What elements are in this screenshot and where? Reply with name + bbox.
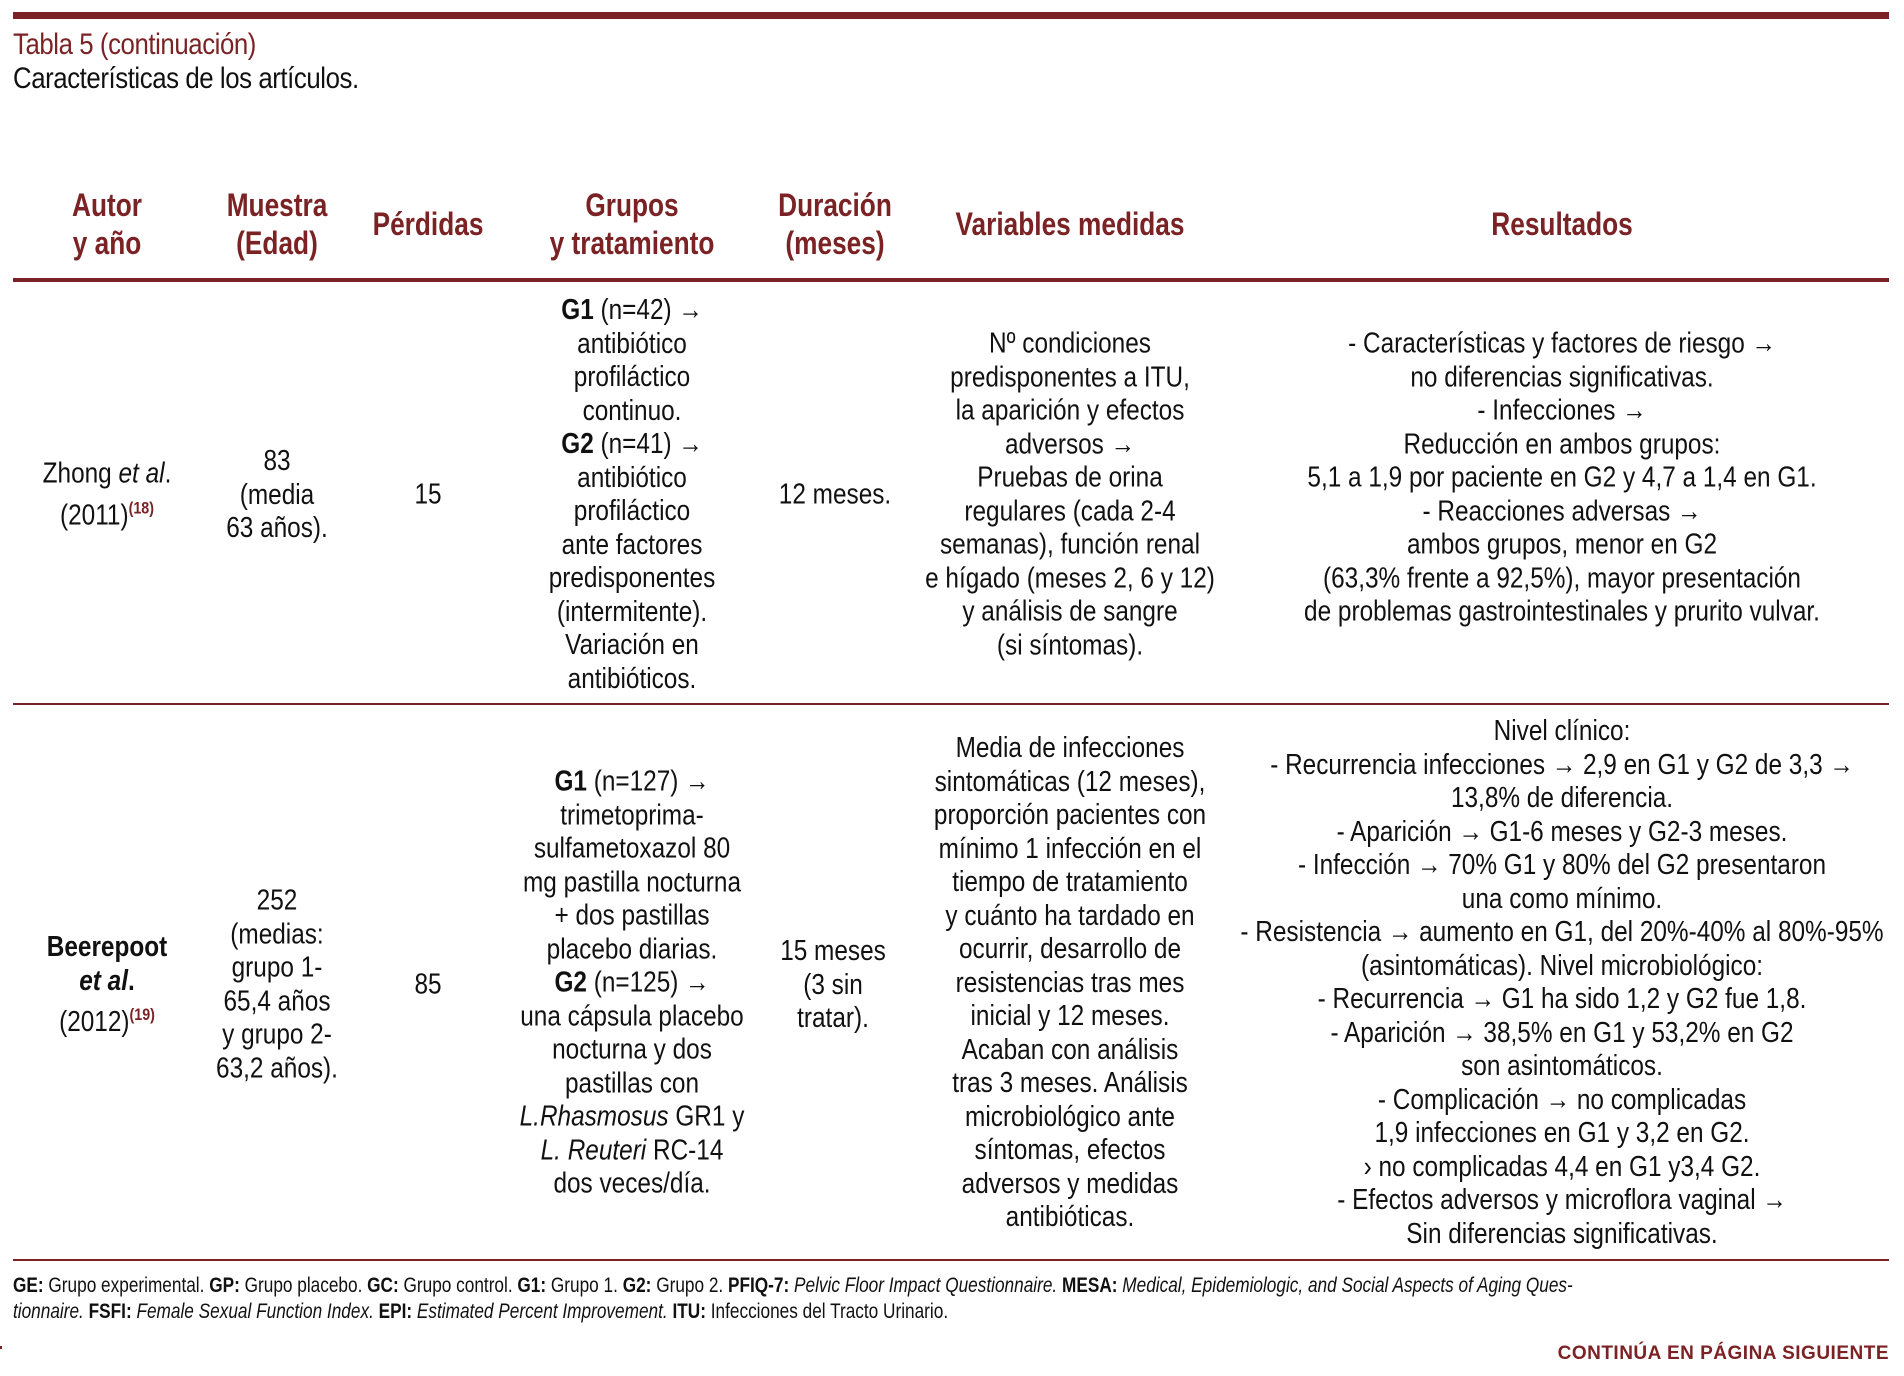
- footnote-definition: Female Sexual Function Index.: [131, 1300, 374, 1323]
- cell-line: - Complicación → no complicadas: [1377, 1083, 1747, 1116]
- cell-line: Nivel clínico:: [1493, 715, 1631, 747]
- footnote-abbreviation: G1:: [517, 1274, 547, 1297]
- cell-line: y análisis de sangre: [962, 595, 1178, 628]
- header-autor: [72, 186, 142, 262]
- cell-line: ocurrir, desarrollo de: [958, 932, 1182, 965]
- row2-variables: [934, 732, 1206, 1235]
- row2-autor: [47, 931, 167, 1040]
- footnote-definition: Grupo control.: [398, 1274, 518, 1297]
- cell-line: antibióticas.: [1005, 1200, 1135, 1233]
- footnote-line-2: [13, 1299, 948, 1325]
- footnote-definition: Infecciones del Tracto Urinario.: [705, 1300, 949, 1323]
- header-muestra-line2: (Edad): [236, 225, 318, 261]
- et-al: et al: [79, 964, 128, 997]
- header-perdidas: Pérdidas: [372, 206, 484, 242]
- cell-line: Pruebas de orina: [977, 461, 1163, 494]
- cell-line: Nº condiciones: [989, 327, 1151, 360]
- footnote-abbreviation: GP:: [209, 1274, 240, 1297]
- cell-line: 13,8% de diferencia.: [1450, 782, 1674, 814]
- cell-line: tratar).: [797, 1001, 869, 1034]
- cell-line: - Aparición → 38,5% en G1 y 53,2% en G2: [1330, 1016, 1794, 1049]
- grupos-line: nocturna y dos: [552, 1033, 712, 1066]
- grupos-line: antibiótico: [577, 327, 687, 360]
- group-n: (n=125) →: [586, 966, 710, 999]
- cell-line: 5,1 a 1,9 por paciente en G2 y 4,7 a 1,4 en G1.: [1307, 461, 1817, 494]
- cell-line: 63,2 años).: [216, 1052, 338, 1084]
- cell-line: 65,4 años: [223, 985, 331, 1017]
- footnote-abbreviation: GC:: [367, 1274, 399, 1297]
- grupos-line: + dos pastillas: [554, 899, 710, 932]
- cell-line: Reducción en ambos grupos:: [1403, 427, 1721, 460]
- cell-line: - Infección → 70% G1 y 80% del G2 presentaron: [1297, 849, 1827, 881]
- grupos-line: profiláctico: [573, 361, 691, 393]
- cell-line: regulares (cada 2-4: [964, 495, 1176, 527]
- species-rest: RC-14: [646, 1133, 724, 1166]
- cell-line: (si síntomas).: [996, 629, 1144, 661]
- footnote-definition: Grupo placebo.: [239, 1274, 368, 1297]
- grupos-line: ante factores: [561, 528, 703, 561]
- top-rule: [13, 12, 1889, 19]
- reference-number: (19): [129, 1004, 155, 1024]
- cell-line: y grupo 2-: [222, 1018, 332, 1051]
- cell-line: - Recurrencia infecciones → 2,9 en G1 y G2 de 3,3 →: [1270, 748, 1854, 781]
- footnote-abbreviation: ITU:: [672, 1300, 706, 1323]
- footnote-definition: Medical, Epidemiologic, and Social Aspects of Aging Ques-: [1117, 1274, 1573, 1297]
- grupos-line: profiláctico: [573, 495, 691, 527]
- cell-line: - Reacciones adversas →: [1422, 494, 1702, 527]
- author-dot: .: [164, 457, 172, 490]
- footnote-abbreviation: GE:: [13, 1274, 44, 1297]
- footnote-line-1: [13, 1273, 1573, 1299]
- header-autor-line1: Autor: [72, 187, 142, 223]
- header-variables: Variables medidas: [955, 206, 1185, 242]
- cell-line: - Recurrencia → G1 ha sido 1,2 y G2 fue 1,8.: [1317, 983, 1807, 1015]
- grupos-line: pastillas con: [564, 1066, 700, 1099]
- footnote-definition: Estimated Percent Improvement.: [412, 1300, 668, 1323]
- cell-line: › no complicadas 4,4 en G1 y3,4 G2.: [1363, 1150, 1761, 1183]
- footnote-abbreviation: EPI:: [378, 1300, 413, 1323]
- cell-line: 252: [256, 884, 298, 917]
- header-rule: [13, 278, 1889, 282]
- group-label: G1: [561, 294, 594, 326]
- row2-resultados: [1240, 715, 1883, 1251]
- footnote-abbreviation: MESA:: [1061, 1274, 1118, 1297]
- grupos-line: una cápsula placebo: [520, 999, 744, 1032]
- row1-variables: [925, 328, 1215, 663]
- row2-perdidas: 85: [414, 968, 442, 1001]
- header-grupos: [550, 186, 715, 262]
- reference-number: (18): [128, 498, 155, 517]
- cell-line: predisponentes a ITU,: [950, 361, 1190, 393]
- author-name: Beerepoot: [46, 930, 168, 963]
- author-dot: .: [127, 964, 135, 997]
- table-title: Tabla 5 (continuación): [13, 28, 256, 61]
- grupos-line: trimetoprima-: [560, 798, 704, 831]
- bottom-rule: [13, 1259, 1889, 1261]
- cell-line: - Efectos adversos y microflora vaginal →: [1337, 1184, 1787, 1216]
- cell-line: (asintomáticas). Nivel microbiológico:: [1360, 949, 1764, 982]
- author-year: (2011): [59, 499, 129, 531]
- cell-line: 15 meses: [780, 934, 886, 967]
- cell-line: una como mínimo.: [1461, 882, 1663, 915]
- cell-line: adversos y medidas: [961, 1167, 1179, 1200]
- footnote-abbreviation: FSFI:: [88, 1300, 132, 1323]
- cell-line: grupo 1-: [231, 951, 323, 984]
- cell-line: 1,9 infecciones en G1 y 3,2 en G2.: [1374, 1117, 1750, 1149]
- muestra-line: 83: [263, 444, 291, 477]
- grupos-line: continuo.: [582, 394, 682, 427]
- cell-line: tras 3 meses. Análisis: [952, 1066, 1188, 1099]
- header-duracion-line2: (meses): [785, 225, 885, 261]
- cell-line: - Resistencia → aumento en G1, del 20%-40% al 80%-95%: [1240, 916, 1884, 948]
- species-name: L. Reuteri: [540, 1133, 647, 1166]
- header-duracion: [778, 186, 892, 262]
- header-grupos-line2: y tratamiento: [549, 225, 715, 261]
- muestra-line: (media: [239, 478, 315, 511]
- cell-line: la aparición y efectos: [955, 394, 1185, 427]
- footnote-definition: Grupo 2.: [651, 1274, 728, 1297]
- cell-line: sintomáticas (12 meses),: [934, 765, 1206, 798]
- group-n: (n=42) →: [593, 294, 703, 326]
- row1-grupos: [549, 294, 716, 696]
- cell-line: ambos grupos, menor en G2: [1406, 528, 1718, 561]
- footnote-definition: Grupo 1.: [546, 1274, 623, 1297]
- cell-line: tiempo de tratamiento: [952, 865, 1188, 898]
- table-subtitle: Características de los artículos.: [13, 62, 359, 95]
- row2-duracion: [780, 935, 886, 1036]
- cell-line: Sin diferencias significativas.: [1406, 1217, 1718, 1250]
- grupos-line: predisponentes: [548, 562, 716, 594]
- muestra-line: 63 años).: [226, 511, 328, 544]
- cell-line: semanas), función renal: [940, 528, 1200, 561]
- grupos-line: antibiótico: [577, 461, 687, 494]
- row2-grupos: [520, 765, 745, 1201]
- cell-line: proporción pacientes con: [933, 798, 1207, 831]
- cell-line: inicial y 12 meses.: [970, 999, 1170, 1032]
- continuation-note: CONTINÚA EN PÁGINA SIGUIENTE: [1557, 1343, 1889, 1364]
- cell-line: Acaban con análisis: [961, 1033, 1179, 1066]
- author-year: (2012): [59, 1005, 130, 1038]
- species-name: L.Rhasmosus: [519, 1100, 669, 1133]
- footnote-definition: tionnaire.: [13, 1300, 84, 1323]
- footnote-abbreviation: PFIQ-7:: [727, 1274, 790, 1297]
- grupos-line: dos veces/día.: [553, 1167, 711, 1200]
- stray-mark: [0, 1346, 2, 1349]
- et-al: et al: [118, 457, 165, 490]
- cell-line: (medias:: [230, 918, 324, 950]
- footnote-definition: Pelvic Floor Impact Questionnaire.: [789, 1274, 1058, 1297]
- cell-line: (63,3% frente a 92,5%), mayor presentación: [1323, 561, 1801, 594]
- header-muestra-line1: Muestra: [226, 187, 328, 223]
- row1-resultados: [1304, 327, 1820, 629]
- grupos-line: antibióticos.: [567, 662, 697, 695]
- group-n: (n=41) →: [593, 428, 703, 460]
- header-muestra: [227, 186, 328, 262]
- cell-line: resistencias tras mes: [955, 966, 1185, 999]
- group-label: G2: [554, 966, 587, 999]
- cell-line: Media de infecciones: [955, 731, 1185, 764]
- cell-line: (3 sin: [803, 968, 863, 1001]
- group-n: (n=127) →: [586, 765, 710, 798]
- cell-line: mínimo 1 infección en el: [938, 832, 1202, 865]
- grupos-line: mg pastilla nocturna: [522, 865, 742, 898]
- cell-line: - Aparición → G1-6 meses y G2-3 meses.: [1336, 815, 1788, 848]
- grupos-line: placebo diarias.: [546, 932, 718, 965]
- row-divider: [13, 703, 1889, 705]
- cell-line: y cuánto ha tardado en: [945, 899, 1195, 932]
- row1-perdidas: 15: [414, 478, 442, 511]
- author-name: Zhong: [42, 457, 119, 490]
- cell-line: adversos →: [1005, 428, 1135, 460]
- cell-line: e hígado (meses 2, 6 y 12): [925, 562, 1215, 594]
- cell-line: de problemas gastrointestinales y prurito vulvar.: [1304, 595, 1820, 628]
- header-resultados: Resultados: [1491, 206, 1633, 242]
- group-label: G1: [554, 765, 587, 798]
- cell-line: microbiológico ante: [965, 1100, 1175, 1133]
- duracion-line: 12 meses.: [778, 478, 892, 511]
- cell-line: - Infecciones →: [1477, 394, 1647, 427]
- cell-line: son asintomáticos.: [1461, 1050, 1663, 1082]
- row1-muestra: [226, 445, 328, 546]
- grupos-line: sulfametoxazol 80: [533, 832, 731, 865]
- header-grupos-line1: Grupos: [585, 187, 679, 223]
- footnote-definition: Grupo experimental.: [43, 1274, 210, 1297]
- cell-line: síntomas, efectos: [974, 1133, 1166, 1166]
- header-duracion-line1: Duración: [778, 187, 892, 223]
- group-label: G2: [561, 428, 594, 460]
- row1-autor: [43, 458, 172, 533]
- grupos-line: Variación en: [565, 629, 699, 661]
- header-autor-line2: y año: [72, 225, 142, 261]
- row2-muestra: [216, 885, 338, 1086]
- grupos-line: (intermitente).: [556, 595, 708, 628]
- species-rest: GR1 y: [668, 1100, 745, 1133]
- cell-line: no diferencias significativas.: [1410, 360, 1714, 393]
- footnote-abbreviation: G2:: [622, 1274, 652, 1297]
- cell-line: - Características y factores de riesgo →: [1348, 327, 1776, 360]
- row1-duracion: [779, 478, 891, 512]
